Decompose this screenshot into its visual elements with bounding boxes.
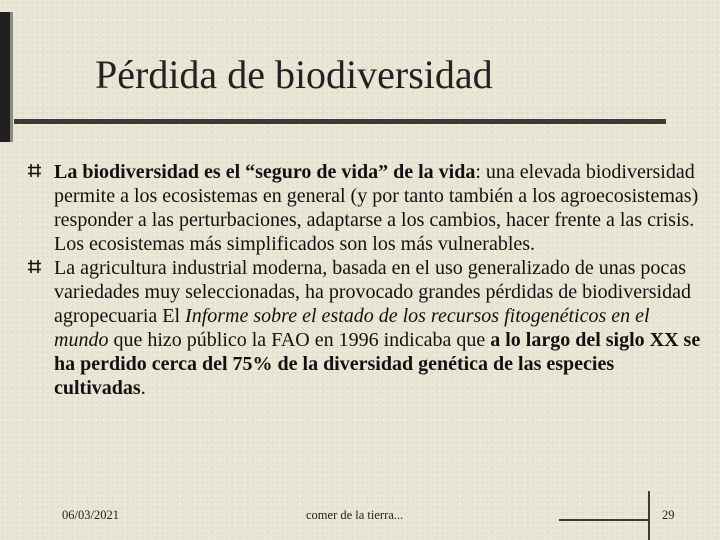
title-accent-shadow: [10, 12, 13, 142]
bullet-item: [28, 160, 708, 256]
bullet-icon: [28, 164, 41, 177]
bullet-item: [28, 256, 708, 400]
slide-title: Pérdida de biodiversidad: [95, 52, 493, 97]
page-number-frame-vertical: [648, 491, 650, 540]
bullet-text: La agricultura industrial moderna, basada en el uso generalizado de unas pocas variedades muy seleccionadas, ha provocado grandes pérdidas de biodiversidad agropecuaria El: [54, 257, 691, 327]
footer-caption: comer de la tierra...: [306, 508, 404, 522]
bullet-text-bold-lead: La biodiversidad es el “seguro de vida” de la vida: [54, 161, 476, 183]
bullet-text: .: [140, 377, 146, 399]
bullet-icon: [28, 260, 41, 273]
title-underline: [14, 119, 666, 124]
slide-body: [28, 160, 708, 400]
page-number-frame-horizontal: [559, 519, 649, 521]
page-number: 29: [662, 508, 675, 522]
title-accent-bar: [0, 12, 10, 142]
bullet-text: que hizo público la FAO en 1996 indicaba que: [108, 329, 491, 351]
bullet-text-bold-emphasis: a lo largo del siglo XX se ha perdido cerca del 75% de la diversidad genética de las especies cultivadas: [54, 329, 701, 399]
report-title-italic: Informe sobre el estado de los recursos fitogenéticos en el mundo: [54, 305, 650, 351]
footer-date: 06/03/2021: [62, 508, 119, 522]
bullet-text: : una elevada biodiversidad permite a los ecosistemas en general (y por tanto también a los agroecosistemas) responder a las perturbaciones, adaptarse a los cambios, hacer frente a las crisis. Los ecosistemas más simplificados son los más vulnerables.: [54, 161, 699, 255]
